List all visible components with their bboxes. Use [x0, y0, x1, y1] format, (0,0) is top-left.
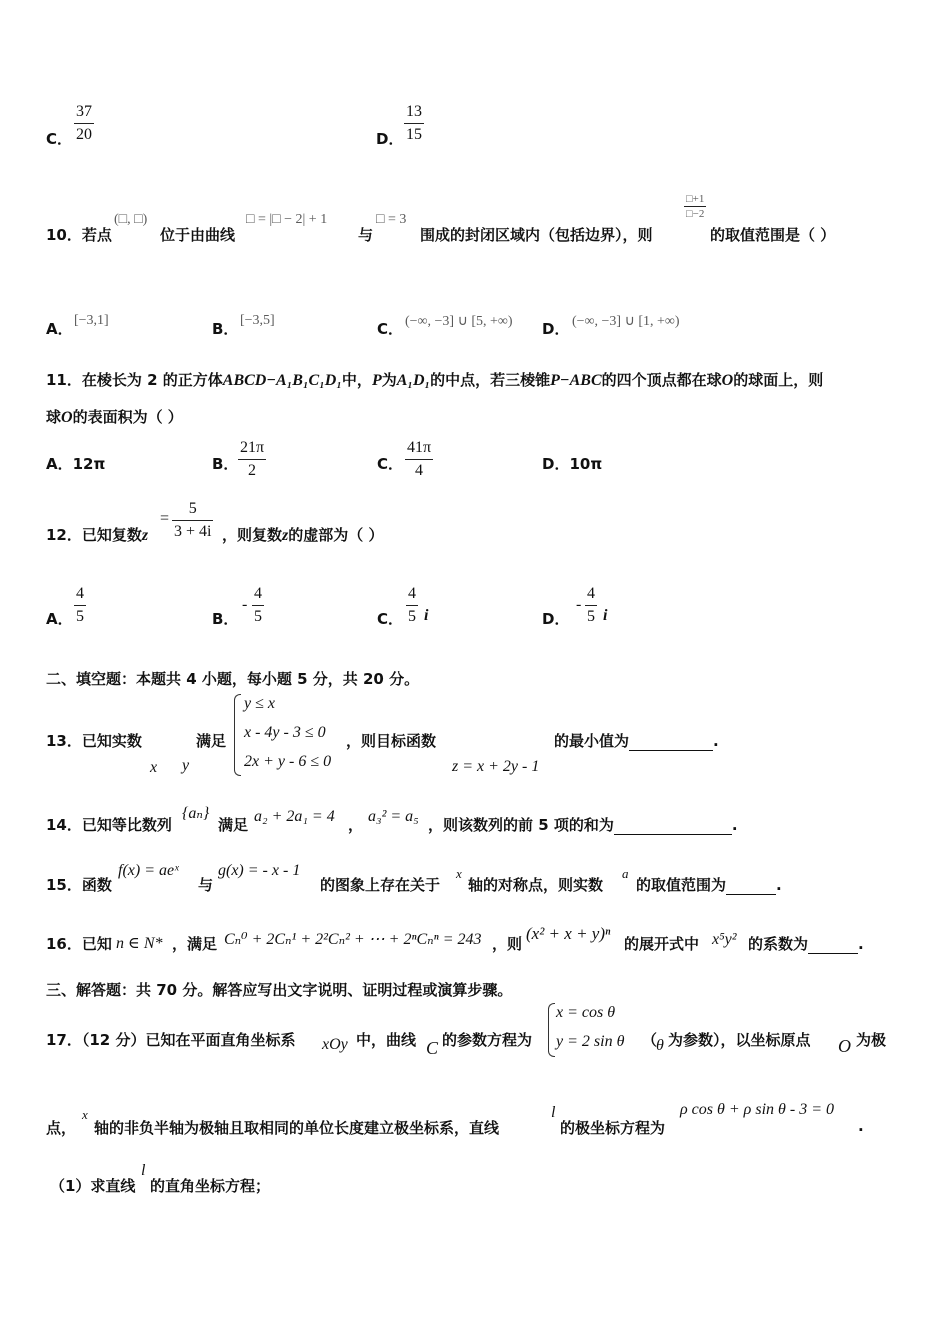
q11-sphere-o: O [721, 372, 734, 389]
q17-line-2-text: 轴的非负半轴为极轴且取相同的单位长度建立极坐标系，直线 [94, 1119, 500, 1137]
q17-text-6: 为极 [856, 1031, 887, 1049]
question-number: 13． [46, 732, 82, 750]
q10-option-a-label: A． [46, 320, 73, 338]
q16-answer-blank[interactable] [808, 939, 858, 954]
q15-text-1: 函数 [81, 876, 112, 894]
q15-text-3: 的图象上存在关于 [320, 876, 441, 894]
q10-option-d-label: D． [542, 320, 570, 338]
q11-point-p: P [371, 372, 382, 389]
numerator: □+1 [686, 193, 705, 205]
q17-text-2: 中，曲线 [356, 1031, 417, 1049]
denominator: 20 [76, 126, 92, 143]
q12-option-c-fraction [406, 585, 418, 626]
q10-curve-2: □ = 3 [376, 212, 407, 227]
q11-text-b: 中， [341, 371, 372, 389]
q15-function-g: g(x) = - x - 1 [218, 862, 301, 879]
denominator: 5 [587, 608, 595, 625]
q13-var-y: y [182, 757, 190, 774]
q14-answer-blank[interactable] [614, 820, 732, 835]
question-number: 15． [46, 876, 82, 894]
q9-option-d-fraction [404, 103, 424, 144]
q12-stem-start [46, 524, 148, 545]
question-number: 12． [46, 526, 82, 544]
numerator: 4 [408, 585, 416, 602]
numerator: 13 [406, 103, 422, 120]
q9-option-c-label: C． [46, 130, 73, 148]
q13-period: . [713, 732, 719, 750]
q17-param-eq-1: x = cos θ [556, 1004, 616, 1021]
q11-text-f: 的球面上，则 [733, 371, 824, 389]
q11-option-a [46, 453, 105, 474]
q11-option-c-label: C． [377, 455, 404, 473]
q13-text-3: ，则目标函数 [346, 732, 437, 750]
numerator: 5 [188, 500, 197, 517]
q17-line-2-end: . [858, 1117, 864, 1135]
q14-stem-start [46, 814, 172, 835]
q16-text-1: 已知 [81, 935, 112, 953]
q10-option-b-value: [−3,5] [240, 313, 275, 328]
q15-function-f: f(x) = aeˣ [118, 862, 179, 879]
q12-option-a-fraction [74, 585, 86, 626]
q13-constraint-2: x - 4y - 3 ≤ 0 [244, 724, 326, 741]
numerator: 4 [76, 585, 84, 602]
q12-option-c-label: C． [377, 610, 404, 628]
numerator: 21π [240, 439, 265, 456]
denominator: 3 + 4i [174, 523, 212, 540]
q13-var-x: x [150, 759, 158, 776]
q11-option-c-fraction [405, 439, 433, 480]
q15-stem-start [46, 874, 112, 895]
question-number: 17． [46, 1031, 82, 1049]
q15-text-5 [636, 874, 782, 895]
q13-stem-start [46, 730, 142, 751]
q9-option-c-fraction [74, 103, 94, 144]
numerator: 4 [587, 585, 595, 602]
q17-origin-o: O [838, 1036, 851, 1056]
q13-system-brace [234, 694, 241, 776]
q16-prompt: 的系数为 [748, 935, 809, 953]
q15-prompt: 的取值范围为 [636, 876, 727, 894]
q13-constraint-3: 2x + y - 6 ≤ 0 [244, 753, 332, 770]
q12-equals: = [160, 510, 170, 527]
q17-parametric-brace [548, 1003, 555, 1057]
q16-condition: n ∈ N* [116, 935, 163, 952]
option-label: D． [542, 455, 570, 473]
q12-option-b-fraction [252, 585, 264, 626]
q13-text-1: 已知实数 [81, 732, 142, 750]
q13-prompt: 的最小值为 [554, 732, 630, 750]
q17-axis-x: x [82, 1107, 88, 1122]
q16-stem-start [46, 933, 112, 954]
q17-text-1: （12 分）已知在平面直角坐标系 [81, 1031, 296, 1049]
q15-text-2: 与 [198, 876, 214, 894]
section-3-title: 三、解答题：共 70 分。解答应写出文字说明、证明过程或演算步骤。 [46, 981, 513, 999]
q12-text-1: 已知复数 [81, 526, 142, 544]
q15-text-4: 轴的对称点，则实数 [468, 876, 604, 894]
q17-line-l: l [551, 1104, 556, 1121]
q17-text-4: （ [642, 1031, 658, 1049]
q17-theta: θ [656, 1037, 664, 1054]
q13-constraint-1: y ≤ x [244, 695, 275, 712]
q17-param-eq-2: y = 2 sin θ [556, 1033, 625, 1050]
q12-fraction [172, 500, 213, 541]
denominator: 5 [254, 608, 262, 625]
option-value: 10π [569, 455, 603, 473]
q15-period: . [776, 876, 782, 894]
q17-sub1-line-l: l [141, 1162, 146, 1179]
q10-option-c-label: C． [377, 320, 404, 338]
q10-option-d-value: (−∞, −3] ∪ [1, +∞) [572, 314, 680, 329]
q10-option-a-value: [−3,1] [74, 313, 109, 328]
q14-text-3 [428, 814, 738, 835]
q13-text-2: 满足 [196, 732, 227, 750]
q16-text-5 [748, 933, 864, 954]
q10-curve-1: □ = |□ − 2| + 1 [246, 212, 328, 227]
q16-text-4: 的展开式中 [624, 935, 700, 953]
q12-option-b-label: B． [212, 610, 239, 628]
q17-coordinate-system: xOy [322, 1036, 348, 1053]
denominator: □−2 [686, 208, 705, 220]
denominator: 4 [415, 462, 424, 479]
q17-text-3: 的参数方程为 [442, 1031, 533, 1049]
q17-text-5: 为参数），以坐标原点 [668, 1031, 811, 1049]
q11-pyramid: P−ABC [550, 372, 602, 389]
q17-subquestion-1 [50, 1175, 135, 1196]
q12-option-d-fraction [585, 585, 597, 626]
q11-text-g: 球 [46, 408, 62, 426]
q10-option-c-value: (−∞, −3] ∪ [5, +∞) [405, 314, 513, 329]
q11-option-d [542, 453, 602, 474]
q12-text-2: ，则复数 [222, 526, 283, 544]
q15-axis-x: x [456, 866, 462, 881]
denominator: 5 [408, 608, 416, 625]
q10-text-2: 位于由曲线 [160, 226, 236, 244]
q10-text-1: 若点 [81, 226, 112, 244]
question-number: 16． [46, 935, 82, 953]
question-number: 10． [46, 226, 82, 244]
q16-period: . [858, 935, 864, 953]
q17-sub1-text-a: （1）求直线 [50, 1177, 136, 1195]
q10-point: (□, □) [114, 212, 148, 227]
q11-text-c: 为 [381, 371, 397, 389]
denominator: 15 [406, 126, 422, 143]
q10-text-5: 的取值范围是（ ） [710, 226, 836, 244]
q17-curve-c: C [426, 1038, 439, 1058]
q14-prompt: ，则该数列的前 5 项的和为 [428, 816, 614, 834]
q11-cube: ABCD−A₁B₁C₁D₁ [222, 372, 342, 389]
question-number: 14． [46, 816, 82, 834]
numerator: 37 [76, 103, 92, 120]
q12-text-3: 的虚部为（ ） [288, 526, 384, 544]
q12-option-b-sign: - [242, 596, 248, 613]
section-2-title: 二、填空题：本题共 4 小题，每小题 5 分，共 20 分。 [46, 670, 420, 688]
denominator: 2 [248, 462, 257, 479]
q11-text-e: 的四个顶点都在球 [601, 371, 722, 389]
q16-text-2: ，满足 [172, 935, 218, 953]
option-value: 12π [72, 455, 106, 473]
q14-condition-2: a₃² = a₅ [368, 808, 419, 825]
q15-param-a: a [622, 866, 629, 881]
q11-option-b-label: B． [212, 455, 239, 473]
numerator: 41π [407, 439, 432, 456]
q12-stem-end [222, 524, 383, 545]
q11-line-1 [46, 369, 823, 390]
q9-option-d-label: D． [376, 130, 404, 148]
q16-text-3: ，则 [492, 935, 523, 953]
q13-objective: z = x + 2y - 1 [452, 758, 540, 775]
q12-option-c-i: i [424, 607, 429, 624]
q17-line-2-text-2: 的极坐标方程为 [560, 1119, 666, 1137]
q12-option-d-label: D． [542, 610, 570, 628]
q17-stem-start [46, 1029, 295, 1050]
q16-expression: (x² + x + y)ⁿ [526, 924, 611, 943]
q11-text-d: 的中点，若三棱锥 [430, 371, 551, 389]
q14-text-1: 已知等比数列 [81, 816, 172, 834]
q14-sequence: {aₙ} [182, 805, 210, 822]
q10-expression [684, 193, 706, 220]
q17-line-2-start: 点， [46, 1119, 77, 1137]
q12-z-2: z [282, 527, 289, 544]
q15-answer-blank[interactable] [726, 880, 776, 895]
q12-option-a-label: A． [46, 610, 73, 628]
numerator: 4 [254, 585, 262, 602]
q14-comma: ， [348, 816, 364, 834]
q11-text-h: 的表面积为（ ） [72, 408, 183, 426]
q13-text-4 [554, 730, 719, 751]
q10-stem [46, 224, 112, 245]
question-number: 11． [46, 371, 82, 389]
q11-text-a: 在棱长为 2 的正方体 [81, 371, 223, 389]
q10-text-4: 围成的封闭区域内（包括边界），则 [420, 226, 653, 244]
q14-text-2: 满足 [218, 816, 249, 834]
q12-option-d-sign: - [576, 596, 582, 613]
q13-answer-blank[interactable] [629, 736, 713, 751]
q17-polar-equation: ρ cos θ + ρ sin θ - 3 = 0 [680, 1101, 834, 1118]
denominator: 5 [76, 608, 84, 625]
q14-period: . [731, 816, 738, 834]
q12-option-d-i: i [603, 607, 608, 624]
q17-sub1-text-b: 的直角坐标方程； [150, 1177, 271, 1195]
option-label: A． [46, 455, 73, 473]
q11-line-2 [46, 406, 183, 427]
q16-sum: Cₙ⁰ + 2Cₙ¹ + 2²Cₙ² + ⋯ + 2ⁿCₙⁿ = 243 [224, 931, 482, 948]
q11-sphere-o-2: O [61, 409, 73, 426]
q14-condition-1: a₂ + 2a₁ = 4 [254, 808, 335, 825]
q11-segment: A₁D₁ [396, 372, 431, 389]
q10-text-3: 与 [358, 226, 374, 244]
q11-option-b-fraction [238, 439, 266, 480]
q12-z: z [141, 527, 149, 544]
q16-term: x⁵y² [712, 931, 737, 948]
q10-option-b-label: B． [212, 320, 239, 338]
